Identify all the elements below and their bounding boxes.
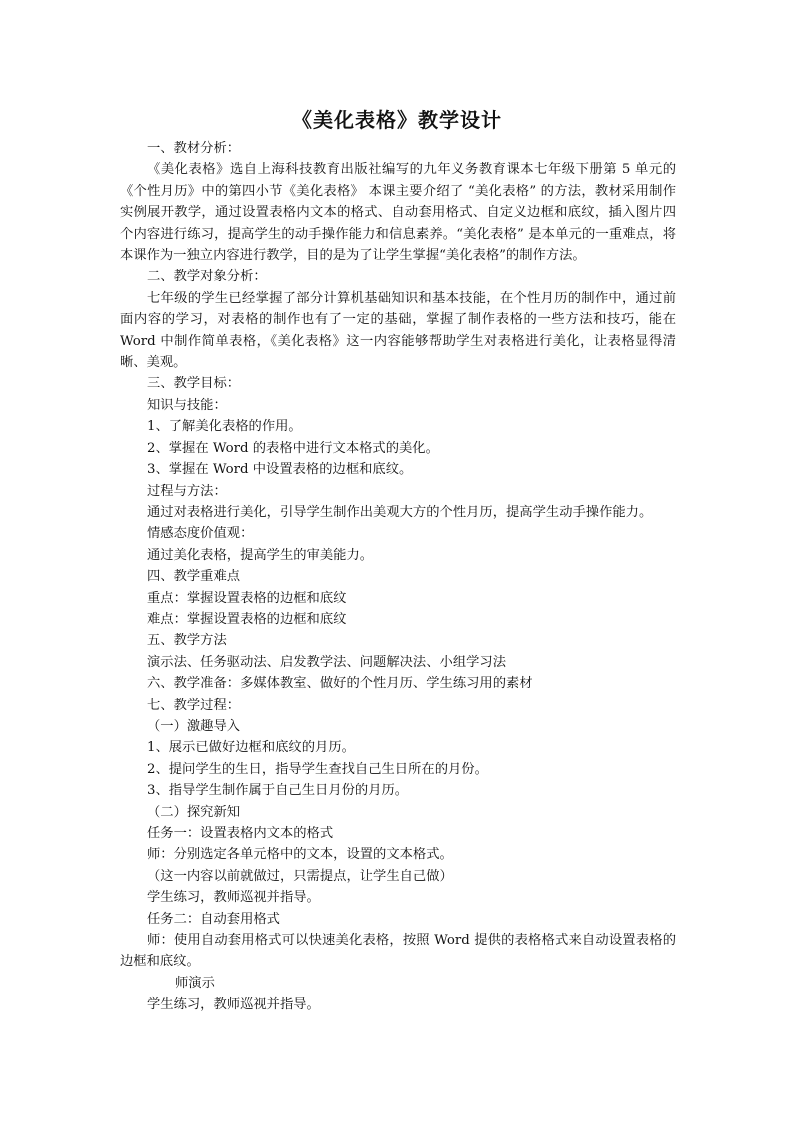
text-line: （这一内容以前就做过，只需提点，让学生自己做） <box>147 868 453 884</box>
text-line: 六、教学准备：多媒体教室、做好的个性月历、学生练习用的素材 <box>147 676 533 692</box>
text-line: 通过美化表格，提高学生的审美能力。 <box>147 547 374 563</box>
text-line: 2、提问学生的生日，指导学生查找自己生日所在的月份。 <box>147 761 488 777</box>
text-line: 一、教材分析： <box>147 141 241 156</box>
text-line: 任务一：设置表格内文本的格式 <box>147 826 334 841</box>
text-line: 1、展示已做好边框和底纹的月历。 <box>147 740 355 756</box>
text-line: 学生练习，教师巡视并指导。 <box>147 997 320 1013</box>
text-line: 知识与技能： <box>147 397 227 413</box>
text-line: 四、教学重难点 <box>147 569 241 585</box>
text-line: 2、掌握在 Word 的表格中进行文本格式的美化。 <box>147 440 439 456</box>
text-line: 1、了解美化表格的作用。 <box>147 419 302 435</box>
text-line: 过程与方法： <box>147 483 227 499</box>
text-line: 七年级的学生已经掌握了部分计算机基础知识和基本技能，在个性月历的制作中，通过前面内容的学习，对表格的制作也有了一定的基础，掌握了制作表格的一些方法和技巧，能在 Word 中制作简单表格，《美化表格》这一内容能够帮助学生对表格进行美化，让表格显得清晰、美观。 <box>120 290 676 371</box>
text-line: 七、教学过程： <box>147 697 241 713</box>
text-line: 通过对表格进行美化，引导学生制作出美观大方的个性月历，提高学生动手操作能力。 <box>147 504 653 520</box>
text-line: 师：使用自动套用格式可以快速美化表格，按照 Word 提供的表格格式来自动设置表格的边框和底纹。 <box>120 933 676 970</box>
document-title: 《美化表格》教学设计 <box>292 108 502 132</box>
text-line: 《美化表格》选自上海科技教育出版社编写的九年义务教育课本七年级下册第 5 单元的《个性月历》中的第四小节《美化表格》 本课主要介绍了 “美化表格” 的方法，教材采用制作实例展开教学，通过设置表格内文本的格式、自动套用格式、自定义边框和底纹，插入图片四个内容进行练习，提高学生的动手操作能力和信息素养。“美化表格” 是本单元的一重难点，将本课作为一独立内容进行教学，目的是为了让学生掌握“美化表格”的制作方法。 <box>120 162 676 264</box>
text-line: 演示法、任务驱动法、启发教学法、问题解决法、小组学习法 <box>147 654 507 670</box>
text-line: 任务二：自动套用格式 <box>147 911 280 927</box>
text-line: 难点：掌握设置表格的边框和底纹 <box>147 611 347 627</box>
text-line: 五、教学方法 <box>147 633 227 649</box>
document-body <box>120 138 676 1016</box>
text-line: 师演示 <box>175 975 215 991</box>
text-line: 师：分别选定各单元格中的文本，设置的文本格式。 <box>147 847 453 863</box>
text-line: 学生练习，教师巡视并指导。 <box>147 890 320 906</box>
text-line: 三、教学目标： <box>147 376 241 392</box>
text-line: 重点：掌握设置表格的边框和底纹 <box>147 590 347 606</box>
text-line: 情感态度价值观： <box>147 526 254 542</box>
text-line: 二、教学对象分析： <box>147 269 267 285</box>
text-line: （二）探究新知 <box>147 804 241 820</box>
text-line: （一）激趣导入 <box>147 718 241 734</box>
text-line: 3、指导学生制作属于自己生日月份的月历。 <box>147 783 409 799</box>
text-line: 3、掌握在 Word 中设置表格的边框和底纹。 <box>147 462 413 478</box>
